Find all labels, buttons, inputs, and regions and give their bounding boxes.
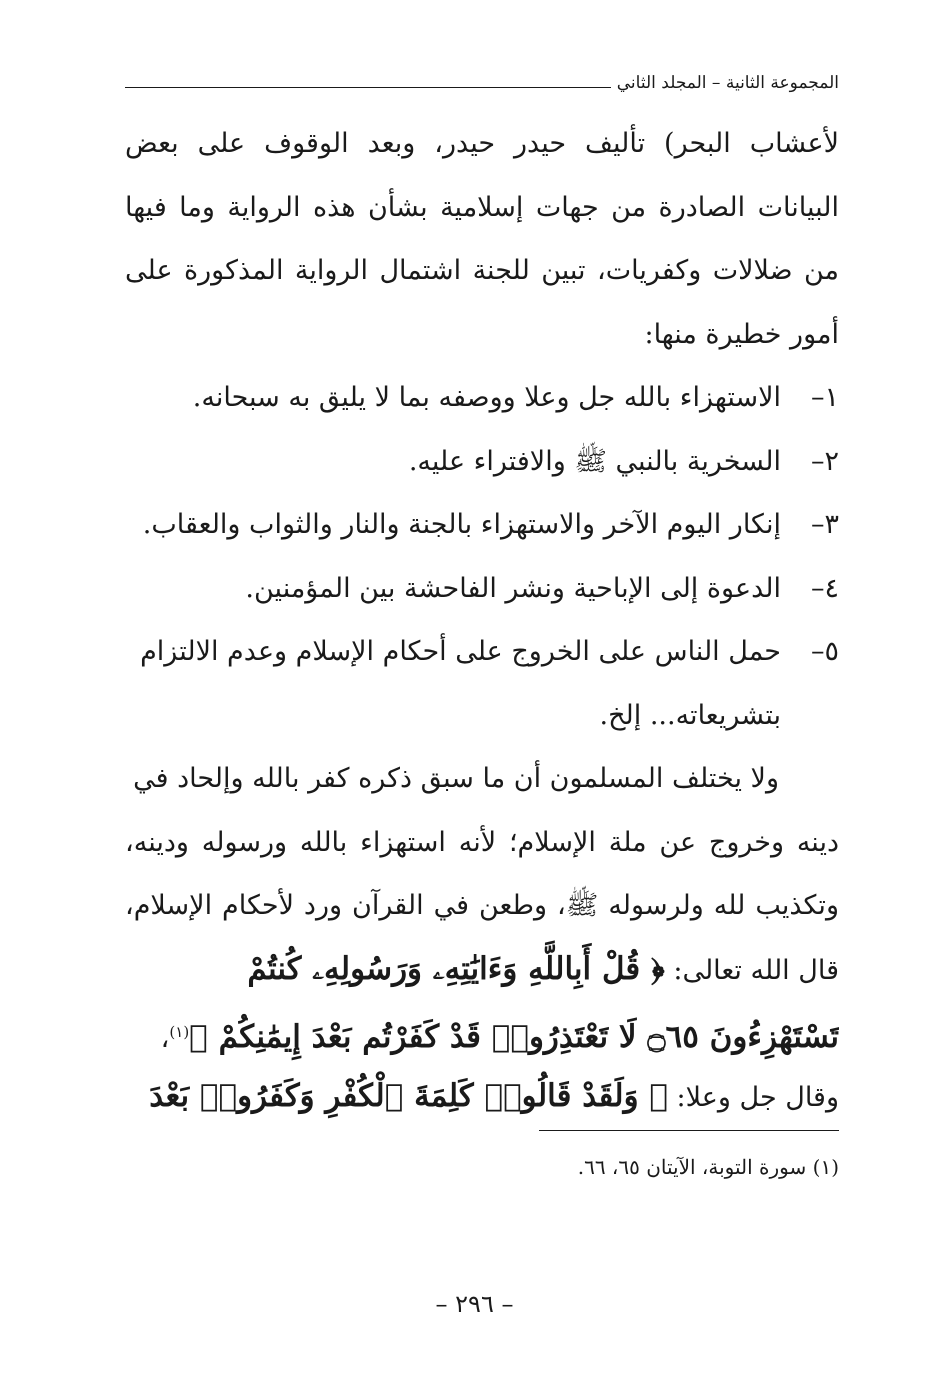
list-item <box>125 430 839 494</box>
list-item <box>125 493 839 557</box>
paragraph-line: ولا يختلف المسلمون أن ما سبق ذكره كفر بالله وإلحاد في <box>133 763 779 794</box>
header-rule <box>125 87 611 88</box>
list-text: الدعوة إلى الإباحية ونشر الفاحشة بين المؤمنين. <box>245 572 781 604</box>
paragraph-line: أمور خطيرة منها: <box>644 318 839 350</box>
list-item <box>125 620 839 684</box>
list-text: إنكار اليوم الآخر والاستهزاء بالجنة والنار والثواب والعقاب. <box>142 509 781 540</box>
quran-quote-line <box>125 938 839 1002</box>
footnote: (١) سورة التوبة، الآيتان ٦٥، ٦٦. <box>577 1155 839 1179</box>
quran-quote-line <box>125 1065 839 1129</box>
quran-quote-line <box>125 1001 839 1065</box>
footnote-rule <box>539 1130 839 1131</box>
list-item-continuation <box>125 684 839 748</box>
punctuation: ، <box>160 1023 170 1054</box>
running-title: المجموعة الثانية – المجلد الثاني <box>616 73 839 93</box>
paragraph-line: البيانات الصادرة من جهات إسلامية بشأن هذه الرواية وما فيها <box>125 191 839 223</box>
list-number: ٤– <box>810 572 839 604</box>
list-text: السخرية بالنبي ﷺ والافتراء عليه. <box>408 445 781 477</box>
list-text: بتشريعاته... إلخ. <box>599 699 781 731</box>
paragraph-line: من ضلالات وكفريات، تبين للجنة اشتمال الرواية المذكورة على <box>125 255 839 286</box>
list-number: ٢– <box>810 445 839 477</box>
quote-intro: قال الله تعالى: <box>664 954 839 986</box>
quran-verse: ﴿ وَلَقَدْ قَالُوا۟ كَلِمَةَ ٱلْكُفْرِ وَكَفَرُوا۟ بَعْدَ <box>149 1077 668 1114</box>
paragraph-line: لأعشاب البحر) تأليف حيدر حيدر، وبعد الوقوف على بعض <box>125 128 839 159</box>
list-number: ٣– <box>810 509 839 540</box>
paragraph-line: دينه وخروج عن ملة الإسلام؛ لأنه استهزاء بالله ورسوله ودينه، <box>125 826 839 858</box>
list-number: ٥– <box>810 636 839 667</box>
quran-verse: ﴿ قُلْ أَبِاللَّهِ وَءَايَٰتِهِۦ وَرَسُولِهِۦ كُنتُمْ <box>247 950 665 987</box>
list-text: الاستهزاء بالله جل وعلا ووصفه بما لا يليق به سبحانه. <box>192 382 781 413</box>
running-header <box>125 60 839 94</box>
quran-verse: تَسْتَهْزِءُونَ ۝٦٥ لَا تَعْتَذِرُوا۟ قَدْ كَفَرْتُم بَعْدَ إِيمَٰنِكُمْ ﴾ <box>189 1019 839 1055</box>
page-number: – ٢٩٦ – <box>435 1290 514 1318</box>
paragraph-line: وتكذيب لله ولرسوله ﷺ، وطعن في القرآن ورد لأحكام الإسلام، <box>125 890 839 921</box>
quote-intro: وقال جل وعلا: <box>667 1081 839 1113</box>
footnote-reference: (١) <box>169 1023 190 1041</box>
list-item <box>125 366 839 430</box>
list-item <box>125 557 839 621</box>
list-text: حمل الناس على الخروج على أحكام الإسلام وعدم الالتزام <box>140 636 781 667</box>
body-text <box>125 112 839 1128</box>
list-number: ١– <box>810 382 839 413</box>
